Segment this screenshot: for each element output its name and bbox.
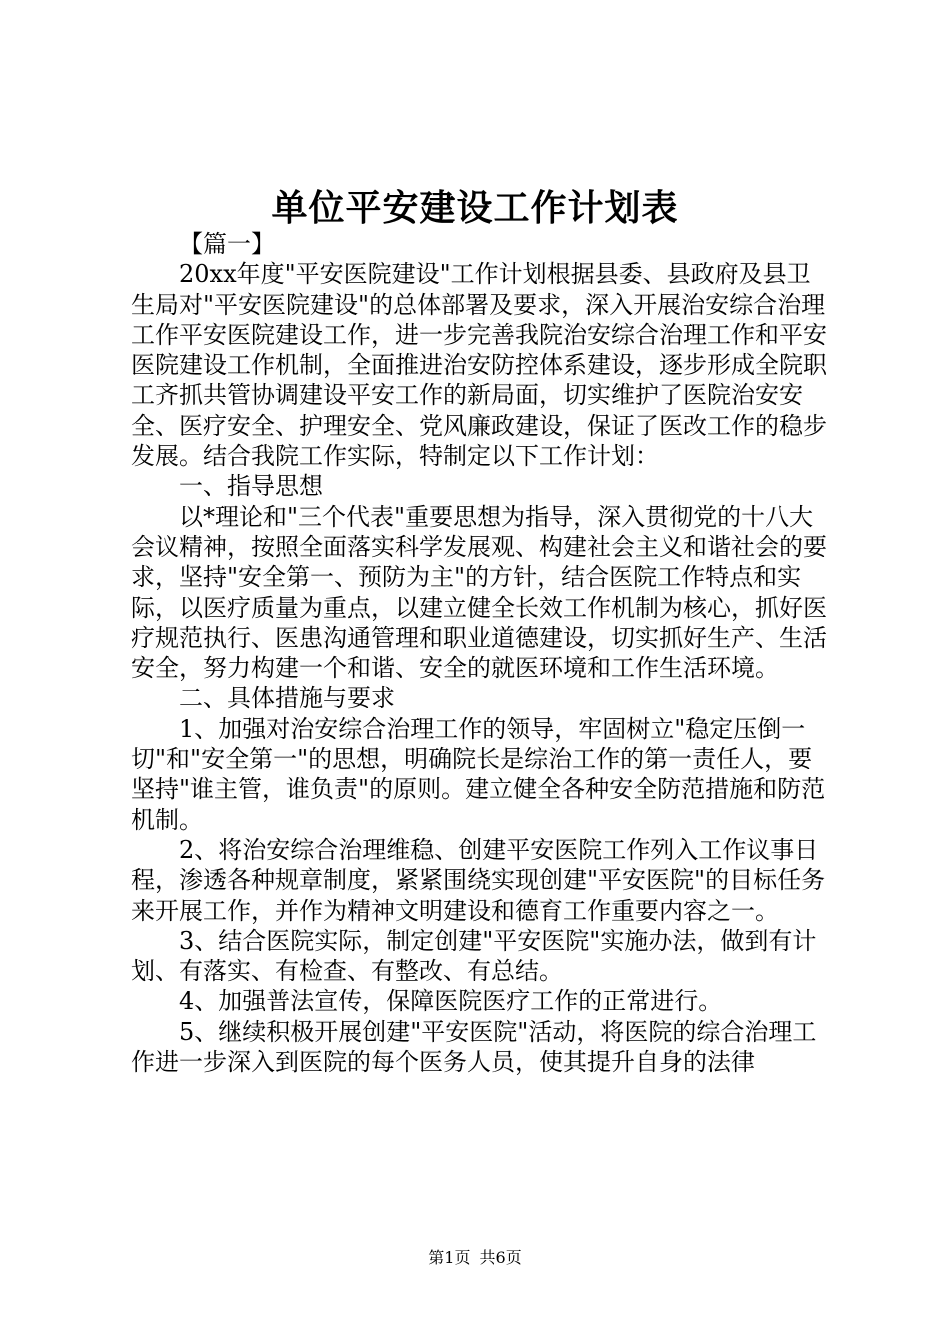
heading-guiding-ideology: 一、指导思想 [179,472,323,501]
paragraph-guiding-ideology: 以*理论和"三个代表"重要思想为指导，深入贯彻党的十八大会议精神，按照全面落实科学发展观、构建社会主义和谐社会的要求，坚持"安全第一、预防为主"的方针，结合医院工作特点和实际，以医疗质量为重点，以建立健全长效工作机制为核心，抓好医疗规范执行、医患沟通管理和职业道德建设，切实抓好生产、生活安全，努力构建一个和谐、安全的就医环境和工作生活环境。 [131,502,827,683]
document-body [131,229,831,1077]
measure-item-1: 1、加强对治安综合治理工作的领导，牢固树立"稳定压倒一切"和"安全第一"的思想，明确院长是综治工作的第一责任人，要坚持"谁主管，谁负责"的原则。建立健全各种安全防范措施和防范机制。 [131,714,826,834]
page-number: 第1页 [428,1248,471,1267]
intro-paragraph: 20xx年度"平安医院建设"工作计划根据县委、县政府及县卫生局对"平安医院建设"的总体部署及要求，深入开展治安综合治理工作平安医院建设工作，进一步完善我院治安综合治理工作和平安医院建设工作机制，全面推进治安防控体系建设，逐步形成全院职工齐抓共管协调建设平安工作的新局面，切实维护了医院治安安全、医疗安全、护理安全、党风廉政建设，保证了医改工作的稳步发展。结合我院工作实际，特制定以下工作计划： [131,260,827,471]
section-label: 【篇一】 [179,230,275,258]
measure-item-3: 3、结合医院实际，制定创建"平安医院"实施办法，做到有计划、有落实、有检查、有整改、有总结。 [131,926,817,986]
measure-item-5: 5、继续积极开展创建"平安医院"活动，将医院的综合治理工作进一步深入到医院的每个医务人员，使其提升自身的法律 [131,1017,817,1077]
measure-item-2: 2、将治安综合治理维稳、创建平安医院工作列入工作议事日程，渗透各种规章制度，紧紧围绕实现创建"平安医院"的目标任务来开展工作，并作为精神文明建设和德育工作重要内容之一。 [131,835,826,925]
measure-item-4: 4、加强普法宣传，保障医院医疗工作的正常进行。 [179,987,723,1016]
page-total: 共6页 [479,1248,522,1267]
page-footer [0,1245,950,1268]
document-title: 单位平安建设工作计划表 [271,187,679,229]
heading-measures: 二、具体措施与要求 [179,684,395,713]
